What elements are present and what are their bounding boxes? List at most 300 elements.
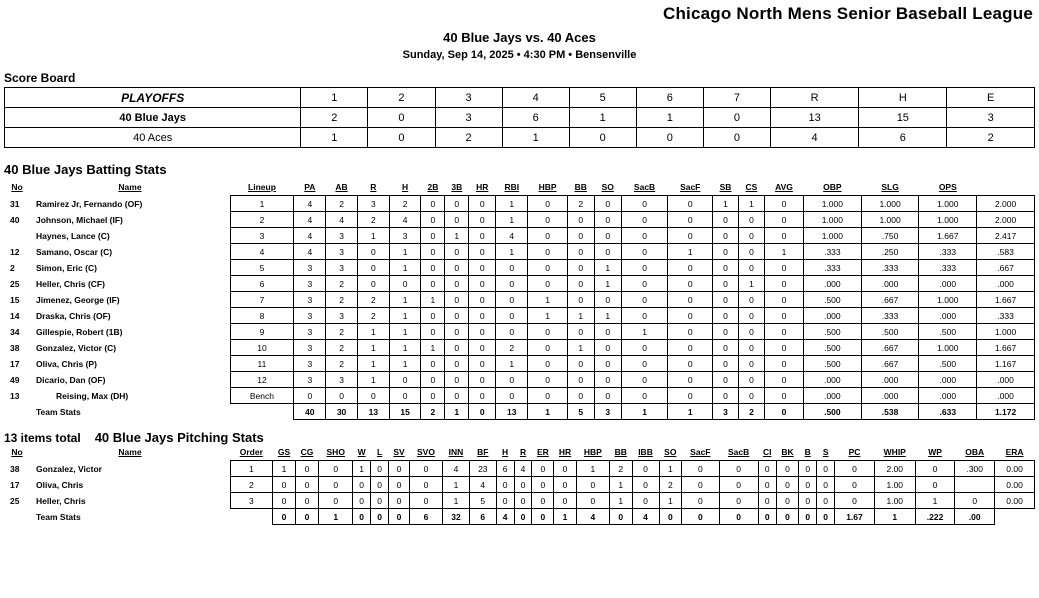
stat-cell: 23	[469, 461, 496, 477]
col-header-era: ERA	[1005, 447, 1024, 457]
stat-cell: 0	[764, 324, 803, 340]
scoreboard-title-cell	[5, 88, 301, 108]
stat-cell: 0	[668, 340, 713, 356]
table-row	[4, 196, 1035, 212]
stat-cell: 0	[528, 212, 567, 228]
stat-cell: 0	[567, 292, 594, 308]
stat-cell: 0	[421, 356, 445, 372]
inning-header-3: 3	[435, 88, 502, 108]
team-stat-cell	[230, 509, 273, 525]
stat-cell: 0	[776, 477, 799, 493]
stat-cell: 0	[799, 493, 817, 509]
col-header-gs: GS	[277, 447, 291, 457]
stat-cell: 0	[621, 276, 668, 292]
stat-cell: 0.00	[995, 461, 1035, 477]
stat-cell: 2	[326, 292, 358, 308]
stat-cell: 0	[776, 493, 799, 509]
stat-cell: 0	[713, 228, 739, 244]
stat-cell: 0	[567, 372, 594, 388]
stat-cell: 6	[230, 276, 294, 292]
player-number: 34	[10, 326, 20, 337]
col-header-so: SO	[664, 447, 677, 457]
stat-cell: .000	[977, 372, 1035, 388]
stat-cell: 0	[682, 461, 719, 477]
stat-cell: 0	[835, 461, 875, 477]
stat-cell: 1	[528, 308, 567, 324]
stat-cell: 0	[719, 477, 758, 493]
stat-cell: 0	[758, 461, 776, 477]
player-number: 49	[10, 374, 20, 385]
stat-cell: 0	[496, 276, 528, 292]
stat-cell: 4	[496, 228, 528, 244]
team-stat-cell: .222	[915, 509, 955, 525]
stat-cell: 0	[621, 372, 668, 388]
stat-cell: .000	[919, 388, 977, 404]
stat-cell: 0	[496, 477, 514, 493]
stat-cell: 0	[668, 292, 713, 308]
stat-cell: 0	[713, 260, 739, 276]
team-stat-cell: 4	[632, 509, 659, 525]
stat-cell: 0	[738, 228, 764, 244]
stat-cell: 0	[514, 477, 532, 493]
stat-cell: .000	[804, 372, 862, 388]
stat-cell: 0	[764, 276, 803, 292]
stat-cell: 0	[738, 308, 764, 324]
scoreboard-team-name: 40 Blue Jays	[5, 108, 301, 128]
player-name: Samano, Oscar (C)	[36, 246, 113, 257]
stat-cell: 1.000	[804, 228, 862, 244]
team-stat-cell: 1	[319, 509, 353, 525]
stat-cell: 1	[659, 493, 682, 509]
stat-cell: 0	[567, 324, 594, 340]
col-header-2b: 2B	[427, 182, 439, 192]
table-row	[4, 356, 1035, 372]
stat-cell: 0	[528, 356, 567, 372]
col-header-r: R	[519, 447, 527, 457]
player-number: 31	[10, 198, 20, 209]
stat-cell: 0	[528, 324, 567, 340]
stat-cell: 0	[528, 388, 567, 404]
stat-cell: 0	[764, 388, 803, 404]
stat-cell: 2	[357, 212, 389, 228]
stat-cell: 0	[496, 372, 528, 388]
stat-cell: 0	[738, 212, 764, 228]
table-row	[4, 228, 1035, 244]
scoreboard-row-away	[5, 128, 1035, 148]
stat-cell: 4	[294, 196, 326, 212]
stat-cell: 0	[594, 228, 621, 244]
stat-cell: .500	[804, 356, 862, 372]
stat-cell: 0	[445, 260, 469, 276]
stat-cell: 1.000	[804, 196, 862, 212]
team-stat-cell: .633	[919, 404, 977, 420]
stat-cell: 1	[389, 244, 421, 260]
player-name: Gonzalez, Victor	[36, 463, 102, 474]
stat-cell: 0	[594, 356, 621, 372]
stat-cell: 0	[738, 324, 764, 340]
col-header-h: H	[402, 182, 409, 192]
stat-cell: 0	[445, 356, 469, 372]
inning-header-7: 7	[703, 88, 770, 108]
stat-cell: 2	[609, 461, 632, 477]
stat-cell: 2	[326, 356, 358, 372]
player-name: Heller, Chris (CF)	[36, 278, 105, 289]
stat-cell: 0	[319, 493, 353, 509]
stat-cell: 0	[469, 356, 496, 372]
score-total-errors: 3	[947, 108, 1035, 128]
stat-cell: .500	[804, 324, 862, 340]
stat-cell: 7	[230, 292, 294, 308]
stat-cell: 0	[353, 493, 371, 509]
batting-header-row	[4, 180, 1035, 196]
col-header-ops: OPS	[938, 182, 957, 192]
col-header-sacb: SacB	[728, 447, 750, 457]
stat-cell: 1.667	[919, 228, 977, 244]
stat-cell: 0	[567, 260, 594, 276]
stat-cell: 0	[469, 372, 496, 388]
team-stat-cell: 6	[409, 509, 442, 525]
stat-cell: 0	[389, 388, 421, 404]
stat-cell: 0	[528, 340, 567, 356]
stat-cell: 1	[496, 356, 528, 372]
stat-cell: 1.000	[919, 196, 977, 212]
stat-cell: 4	[230, 244, 294, 260]
stat-cell: 0	[668, 260, 713, 276]
col-header-bb: BB	[574, 182, 587, 192]
stat-cell: 0	[496, 493, 514, 509]
stat-cell: 0	[469, 324, 496, 340]
stat-cell: 0	[421, 388, 445, 404]
stat-cell: .333	[804, 244, 862, 260]
stat-cell: 1	[357, 324, 389, 340]
stat-cell: 0	[409, 461, 442, 477]
stat-cell: 0	[955, 493, 995, 509]
col-header-no: No	[11, 447, 23, 458]
stat-cell: 0	[357, 276, 389, 292]
stat-cell: 1	[443, 493, 470, 509]
stat-cell: .667	[861, 292, 919, 308]
col-header-sho: SHO	[326, 447, 345, 457]
scoreboard-label: Score Board	[4, 71, 76, 85]
team-stat-cell: 0	[799, 509, 817, 525]
hits-header: H	[859, 88, 947, 108]
team-stat-cell: 15	[389, 404, 421, 420]
col-header-ab: AB	[335, 182, 348, 192]
stat-cell: 0	[469, 276, 496, 292]
stat-cell: 0	[371, 493, 389, 509]
stat-cell: 0	[445, 212, 469, 228]
stat-cell: 0	[621, 340, 668, 356]
player-number: 13	[10, 390, 20, 401]
stat-cell: 1	[421, 340, 445, 356]
stat-cell: 0	[915, 477, 955, 493]
stat-cell: 3	[294, 340, 326, 356]
stat-cell: 0	[632, 477, 659, 493]
team-stat-cell: 1.172	[977, 404, 1035, 420]
stat-cell: 3	[326, 308, 358, 324]
stat-cell: 0	[713, 276, 739, 292]
stat-cell: .000	[919, 308, 977, 324]
col-header-inn: INN	[448, 447, 464, 457]
score-cell: 2	[435, 128, 502, 148]
stat-cell: 0	[668, 324, 713, 340]
stat-cell: 0	[719, 461, 758, 477]
stat-cell: .500	[861, 324, 919, 340]
stat-cell: .333	[919, 244, 977, 260]
col-header-b: B	[804, 447, 811, 457]
stat-cell: 4	[443, 461, 470, 477]
stat-cell: 0	[915, 461, 955, 477]
stat-cell: 0	[594, 292, 621, 308]
stat-cell: 3	[326, 372, 358, 388]
stat-cell: 1	[389, 308, 421, 324]
stat-cell: 2	[496, 340, 528, 356]
stat-cell: 1	[389, 356, 421, 372]
col-header-ci: CI	[762, 447, 772, 457]
player-name: Oliva, Chris	[36, 479, 84, 490]
stat-cell: 0	[532, 493, 554, 509]
items-total-label: 13 items total	[4, 431, 81, 445]
team-stats-spacer	[4, 404, 30, 420]
player-name: Simon, Eric (C)	[36, 262, 97, 273]
stat-cell: 0	[273, 493, 296, 509]
stat-cell: 0	[514, 493, 532, 509]
stat-cell: 1.000	[804, 212, 862, 228]
team-stat-cell: 0	[353, 509, 371, 525]
stat-cell: 0	[528, 196, 567, 212]
stat-cell: 1	[357, 356, 389, 372]
stat-cell: 3	[294, 260, 326, 276]
stat-cell: 1	[594, 276, 621, 292]
stat-cell: 0	[576, 477, 609, 493]
stat-cell: 5	[230, 260, 294, 276]
stat-cell: 1	[496, 212, 528, 228]
stat-cell: 1	[738, 196, 764, 212]
stat-cell: 0	[371, 477, 389, 493]
col-header-no: No	[11, 182, 23, 193]
stat-cell: 1.00	[874, 493, 915, 509]
stat-cell: .333	[861, 308, 919, 324]
stat-cell: 0	[668, 228, 713, 244]
stat-cell: 0	[738, 388, 764, 404]
stat-cell: 0	[445, 340, 469, 356]
player-name: Dicario, Dan (OF)	[36, 374, 106, 385]
stat-cell: 1.000	[919, 292, 977, 308]
stat-cell: 0	[594, 388, 621, 404]
stat-cell: 0	[496, 308, 528, 324]
inning-header-6: 6	[636, 88, 703, 108]
stat-cell: 1	[594, 308, 621, 324]
stat-cell: 0	[357, 260, 389, 276]
stat-cell: 1	[389, 292, 421, 308]
stat-cell: 0.00	[995, 477, 1035, 493]
stat-cell: 3	[326, 228, 358, 244]
stat-cell: 0	[713, 388, 739, 404]
team-stat-cell: 4	[496, 509, 514, 525]
inning-header-5: 5	[569, 88, 636, 108]
stat-cell: 1	[621, 324, 668, 340]
stat-cell: 0	[294, 388, 326, 404]
team-stat-cell: 5	[567, 404, 594, 420]
stat-cell: 0	[776, 461, 799, 477]
col-header-svo: SVO	[416, 447, 435, 457]
player-name: Johnson, Michael (IF)	[36, 214, 123, 225]
team-stat-cell	[230, 404, 294, 420]
stat-cell: 0	[421, 212, 445, 228]
stat-cell: .333	[977, 308, 1035, 324]
stat-cell: 0	[621, 308, 668, 324]
score-cell: 0	[703, 128, 770, 148]
stat-cell: 0	[713, 244, 739, 260]
score-cell: 0	[569, 128, 636, 148]
stat-cell: 0	[532, 477, 554, 493]
score-cell: 0	[703, 108, 770, 128]
stat-cell: 0	[353, 477, 371, 493]
table-row	[4, 477, 1035, 493]
stat-cell: 0	[567, 276, 594, 292]
stat-cell: 0	[668, 372, 713, 388]
stat-cell: 0	[668, 212, 713, 228]
stat-cell: 0	[621, 212, 668, 228]
team-stats-spacer	[4, 509, 30, 525]
league-title: Chicago North Mens Senior Baseball League	[663, 4, 1033, 23]
col-header-hbp: HBP	[583, 447, 602, 457]
col-header-hr: HR	[476, 182, 489, 192]
stat-cell: 0	[594, 324, 621, 340]
player-number: 2	[10, 262, 15, 273]
stat-cell: 1	[576, 461, 609, 477]
stat-cell: 2.000	[977, 196, 1035, 212]
team-stat-cell: 0	[273, 509, 296, 525]
stat-cell: 0	[469, 260, 496, 276]
stat-cell: 0	[764, 260, 803, 276]
stat-cell: 4	[294, 244, 326, 260]
col-header-hbp: HBP	[538, 182, 557, 192]
stat-cell: 1.000	[977, 324, 1035, 340]
player-number: 38	[10, 342, 20, 353]
stat-cell: 0	[594, 244, 621, 260]
runs-header: R	[770, 88, 858, 108]
stat-cell: 0	[469, 196, 496, 212]
team-stat-cell: 0	[514, 509, 532, 525]
stat-cell: 0	[594, 372, 621, 388]
team-stat-cell: 0	[817, 509, 835, 525]
stat-cell: 0	[621, 228, 668, 244]
col-header-ibb: IBB	[638, 447, 653, 457]
player-number: 14	[10, 310, 20, 321]
batting-stats-title: 40 Blue Jays Batting Stats	[4, 162, 167, 177]
stat-cell: 1	[389, 340, 421, 356]
stat-cell: 0	[738, 260, 764, 276]
table-row	[4, 493, 1035, 509]
stat-cell: 2	[389, 196, 421, 212]
team-stat-cell: .00	[955, 509, 995, 525]
stat-cell: 1.000	[919, 212, 977, 228]
stat-cell: 0	[469, 212, 496, 228]
stat-cell: 0	[668, 356, 713, 372]
stat-cell: 0	[445, 276, 469, 292]
col-header-lineup: Lineup	[248, 182, 276, 192]
stat-cell: 1	[567, 340, 594, 356]
stat-cell: 0	[668, 308, 713, 324]
col-header-sacf: SacF	[690, 447, 711, 457]
stat-cell: 4	[326, 212, 358, 228]
team-stat-cell: 1	[528, 404, 567, 420]
stat-cell: 0	[389, 493, 410, 509]
stat-cell: 0	[835, 477, 875, 493]
stat-cell: 0	[421, 308, 445, 324]
col-header-pc: PC	[848, 447, 861, 457]
stat-cell: 0	[576, 493, 609, 509]
stat-cell: 2	[357, 308, 389, 324]
col-header-avg: AVG	[775, 182, 793, 192]
stat-cell: 0	[496, 292, 528, 308]
stat-cell: 6	[496, 461, 514, 477]
stat-cell: .000	[861, 372, 919, 388]
stat-cell: 0	[421, 228, 445, 244]
stat-cell: 0	[817, 477, 835, 493]
stat-cell: 3	[294, 372, 326, 388]
col-header-order: Order	[239, 447, 263, 457]
team-stat-cell: 2	[738, 404, 764, 420]
stat-cell: 1.000	[861, 212, 919, 228]
player-number: 15	[10, 294, 20, 305]
scoreboard-header-row	[5, 88, 1035, 108]
player-name: Ramirez Jr, Fernando (OF)	[36, 198, 143, 209]
stat-cell: 1	[445, 228, 469, 244]
stat-cell: 0	[713, 356, 739, 372]
score-cell: 1	[301, 128, 368, 148]
stat-cell: 1	[594, 260, 621, 276]
stat-cell: 1.667	[977, 292, 1035, 308]
stat-cell: Bench	[230, 388, 294, 404]
stat-cell: 0	[409, 493, 442, 509]
stat-cell: 0	[469, 292, 496, 308]
stat-cell: 0	[713, 324, 739, 340]
player-number: 17	[10, 479, 20, 490]
team-stat-cell: 4	[576, 509, 609, 525]
stat-cell: 1	[496, 244, 528, 260]
stat-cell: .300	[955, 461, 995, 477]
batting-stats-table	[4, 180, 1035, 420]
col-header-sacb: SacB	[633, 182, 656, 192]
stat-cell: .500	[804, 292, 862, 308]
stat-cell: 0	[567, 388, 594, 404]
team-stat-cell: 1	[554, 509, 577, 525]
stat-cell: 0	[554, 493, 577, 509]
stat-cell: 3	[294, 292, 326, 308]
stat-cell: 0	[554, 477, 577, 493]
stat-cell: 2	[357, 292, 389, 308]
team-stat-cell: 1	[874, 509, 915, 525]
stat-cell: 0	[469, 244, 496, 260]
col-header-w: W	[357, 447, 366, 457]
stat-cell: 0	[389, 461, 410, 477]
stat-cell: 0	[738, 244, 764, 260]
stat-cell: 1	[713, 196, 739, 212]
score-total-hits: 15	[859, 108, 947, 128]
stat-cell: .000	[804, 308, 862, 324]
team-stat-cell: 0	[682, 509, 719, 525]
score-total-runs: 13	[770, 108, 858, 128]
team-stat-cell: 2	[421, 404, 445, 420]
stat-cell: 0	[532, 461, 554, 477]
stat-cell: 1	[230, 461, 273, 477]
stat-cell: 1	[915, 493, 955, 509]
player-name: Heller, Chris	[36, 495, 86, 506]
stat-cell: 0	[528, 276, 567, 292]
scoreboard-team-name: 40 Aces	[5, 128, 301, 148]
